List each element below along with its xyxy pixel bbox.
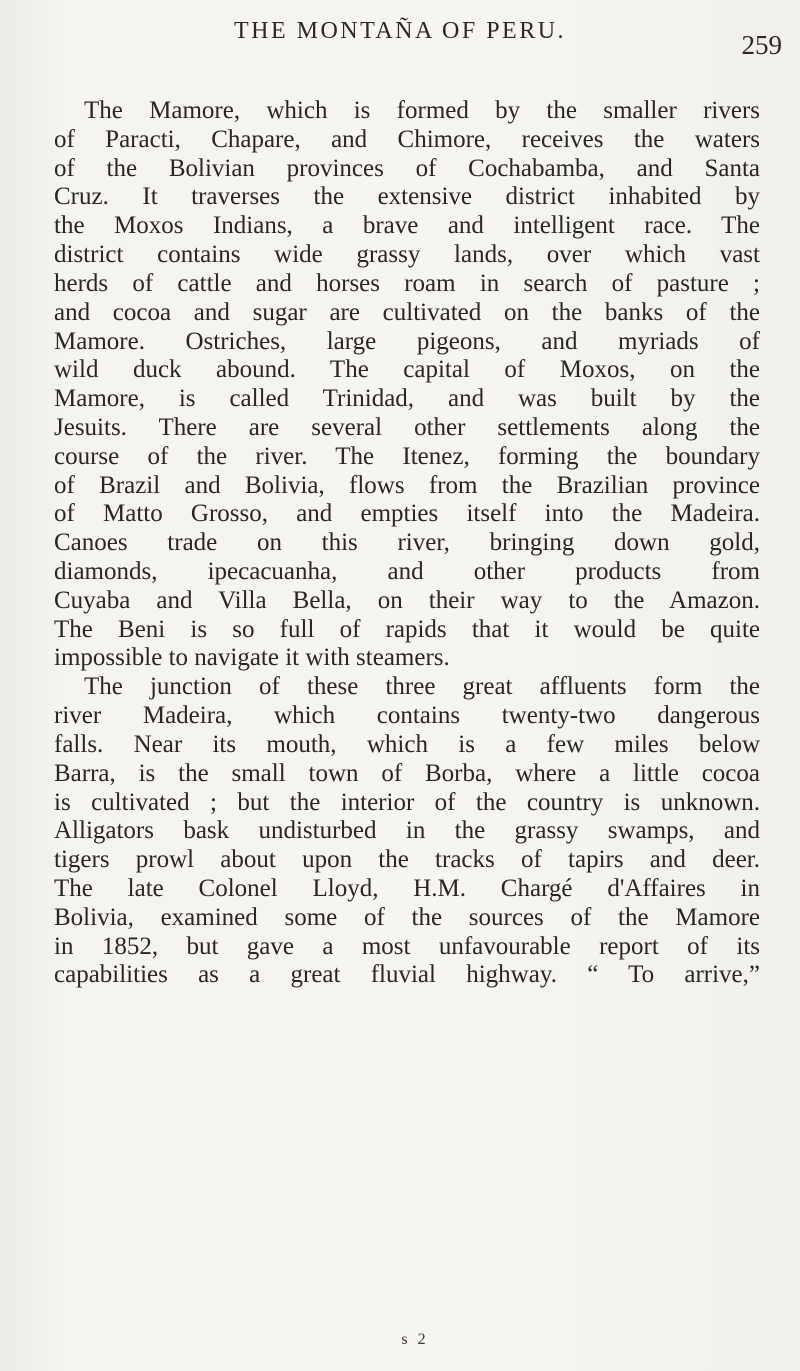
text-line: impossible to navigate it with steamers. (54, 644, 450, 672)
text-line: Cruz. It traverses the extensive district inhabited by (54, 183, 760, 211)
text-line: tigers prowl about upon the tracks of tapirs and deer. (54, 846, 760, 874)
text-line: in 1852, but gave a most unfavourable report of its (54, 932, 760, 960)
text-line: The late Colonel Lloyd, H.M. Chargé d'Affaires in (54, 874, 760, 902)
text-line: The Mamore, which is formed by the smaller rivers (84, 97, 760, 124)
text-line: Canoes trade on this river, bringing down gold, (54, 529, 760, 557)
text-line: Barra, is the small town of Borba, where a little cocoa (54, 759, 760, 787)
text-line: of the Bolivian provinces of Cochabamba, and Santa (54, 154, 760, 182)
text-line: Bolivia, examined some of the sources of the Mamore (54, 903, 760, 931)
text-line: of Brazil and Bolivia, flows from the Brazilian province (54, 471, 760, 499)
text-line: of Paracti, Chapare, and Chimore, receives the waters (54, 125, 760, 153)
page-number: 259 (741, 30, 782, 60)
body-text (54, 97, 760, 990)
text-line: Jesuits. There are several other settlements along the (54, 413, 760, 441)
text-line: The junction of these three great affluents form the (84, 673, 760, 701)
text-line: falls. Near its mouth, which is a few miles below (54, 730, 760, 758)
text-line: river Madeira, which contains twenty-two dangerous (54, 702, 760, 730)
text-line: district contains wide grassy lands, over which vast (54, 241, 760, 269)
text-line: and cocoa and sugar are cultivated on the banks of the (54, 298, 760, 326)
text-line: of Matto Grosso, and empties itself into the Madeira. (54, 500, 760, 528)
paragraph-madeira (54, 673, 760, 990)
text-line: wild duck abound. The capital of Moxos, on the (54, 356, 760, 384)
text-line: The Beni is so full of rapids that it would be quite (54, 615, 760, 643)
running-head (0, 18, 800, 58)
text-line: capabilities as a great fluvial highway. “ To arrive,” (54, 961, 760, 989)
text-line: Cuyaba and Villa Bella, on their way to the Amazon. (54, 586, 760, 614)
text-line: diamonds, ipecacuanha, and other products from (54, 558, 760, 585)
signature-mark (0, 1331, 800, 1349)
text-line: Alligators bask undisturbed in the grassy swamps, and (54, 817, 760, 845)
text-line: course of the river. The Itenez, forming the boundary (54, 442, 760, 470)
text-line: Mamore. Ostriches, large pigeons, and myriads of (54, 327, 760, 355)
text-line: Mamore, is called Trinidad, and was built by the (54, 385, 760, 413)
text-line: herds of cattle and horses roam in search of pasture ; (54, 269, 760, 297)
signature-mark-text: s 2 (401, 1331, 429, 1348)
text-line: is cultivated ; but the interior of the country is unknown. (54, 788, 760, 816)
paragraph-mamore (54, 97, 760, 673)
text-line: the Moxos Indians, a brave and intelligent race. The (54, 212, 760, 240)
running-title: THE MONTAÑA OF PERU. (233, 18, 567, 44)
